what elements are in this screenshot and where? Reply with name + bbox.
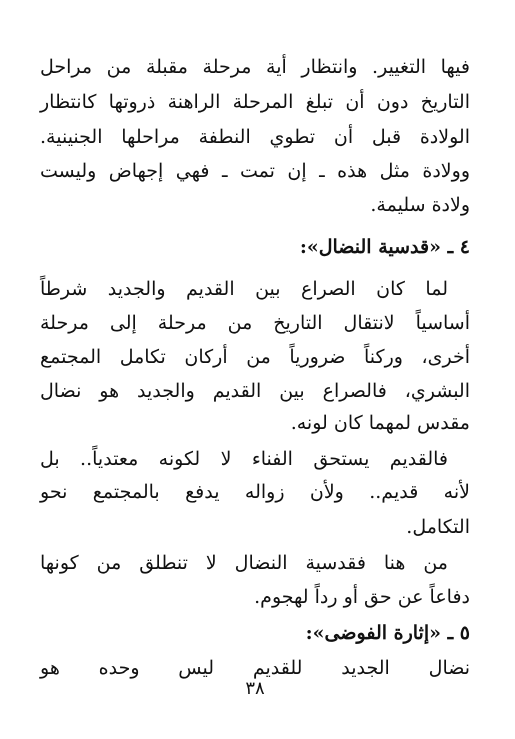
section-heading: ٤ ـ «قدسية النضال»: [299,236,470,258]
text-line: لما كان الصراع بين القديم والجديد شرطاً [40,278,448,300]
text-line: ولادة سليمة. [370,194,470,216]
page-number: ٣٨ [245,678,265,699]
section-heading: ٥ ـ «إثارة الفوضى»: [305,622,470,644]
text-line: التاريخ دون أن تبلغ المرحلة الراهنة ذروتها كانتظار [40,91,470,113]
text-line: أخرى، وركناً ضرورياً من أركان تكامل المجتمع [40,346,470,368]
text-line: التكامل. [406,516,470,538]
text-line: دفاعاً عن حق أو رداً لهجوم. [254,586,470,608]
text-line: لأنه قديم.. ولأن زواله يدفع بالمجتمع نحو [40,481,470,503]
text-line: أساسياً لانتقال التاريخ من مرحلة إلى مرحلة [40,312,470,334]
text-line: مقدس لمهما كان لونه. [290,412,470,434]
text-line: نضال الجديد للقديم ليس وحده هو [40,657,470,679]
book-page [40,50,470,739]
text-line: من هنا فقدسية النضال لا تنطلق من كونها [40,552,448,574]
text-line: الولادة قبل أن تطوي النطفة مراحلها الجنينية. [40,126,470,148]
text-line: فيها التغيير. وانتظار أية مرحلة مقبلة من مراحل [40,56,470,78]
text-line: فالقديم يستحق الفناء لا لكونه معتدياً.. بل [40,448,448,470]
text-line: البشري، فالصراع بين القديم والجديد هو نضال [40,380,470,402]
text-line: وولادة مثل هذه ـ إن تمت ـ فهي إجهاض وليست [40,160,470,182]
